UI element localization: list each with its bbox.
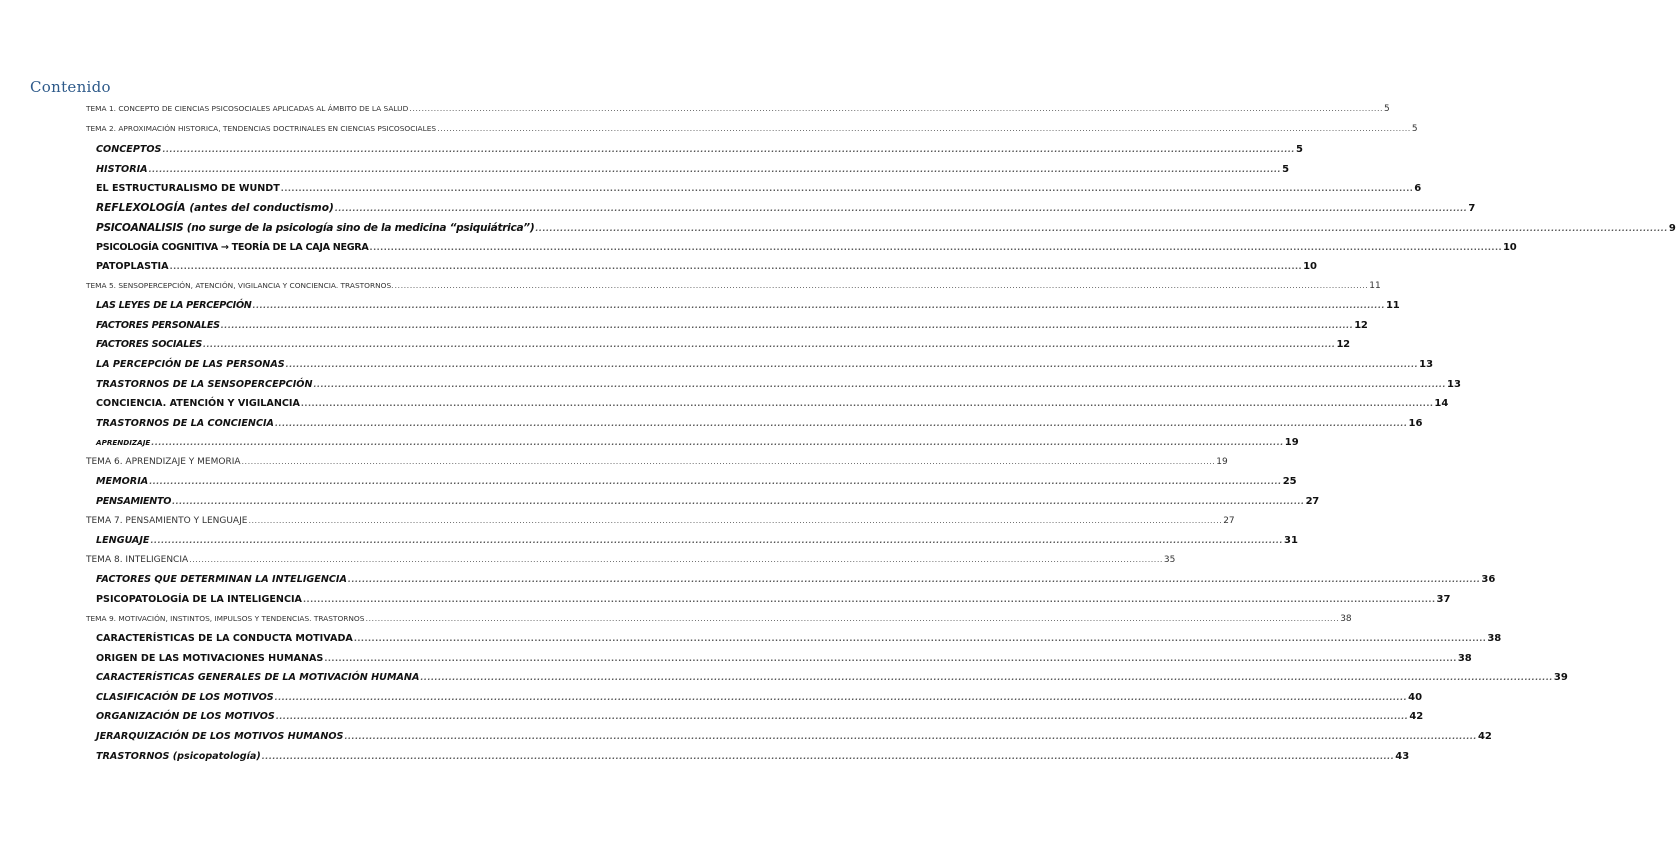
toc-leader-dots xyxy=(221,321,1354,330)
toc-leader-dots xyxy=(151,438,1284,447)
toc-entry-origen-motivaciones[interactable] xyxy=(96,653,1472,669)
toc-entry-conducta-motivada[interactable] xyxy=(96,633,1502,649)
toc-entry-title: TEMA 7. PENSAMIENTO Y LENGUAJE xyxy=(86,516,248,526)
toc-page-number: 12 xyxy=(1336,339,1350,350)
toc-entry-tema-9[interactable] xyxy=(86,614,1352,630)
toc-entry-organizacion-motivos[interactable] xyxy=(96,711,1424,727)
toc-leader-dots xyxy=(262,752,1395,761)
toc-leader-dots xyxy=(170,262,1303,271)
toc-leader-dots xyxy=(286,360,1419,369)
toc-entry-title: TEMA 6. APRENDIZAJE Y MEMORIA xyxy=(86,457,241,467)
toc-page-number: 38 xyxy=(1340,614,1352,624)
toc-entry-percepcion-personas[interactable] xyxy=(96,359,1434,375)
toc-entry-title: CARACTERÍSTICAS DE LA CONDUCTA MOTIVADA xyxy=(96,633,353,644)
toc-page-number: 12 xyxy=(1354,320,1368,331)
toc-leader-dots xyxy=(149,165,1282,174)
toc-entry-tema-2[interactable] xyxy=(86,124,1418,140)
toc-page-number: 5 xyxy=(1282,164,1290,175)
toc-entry-title: JERARQUIZACIÓN DE LOS MOTIVOS HUMANOS xyxy=(96,731,344,742)
toc-entry-title: TRASTORNOS DE LA CONCIENCIA xyxy=(96,418,274,429)
toc-page-number: 6 xyxy=(1414,183,1422,194)
toc-entry-title: HISTORIA xyxy=(96,164,148,175)
toc-entry-title: LENGUAJE xyxy=(96,535,150,546)
toc-page-number: 25 xyxy=(1282,476,1297,487)
toc-leader-dots xyxy=(324,654,1457,663)
toc-entry-tema-7[interactable] xyxy=(86,516,1235,532)
toc-leader-dots xyxy=(535,224,1668,233)
toc-leader-dots xyxy=(303,595,1436,604)
toc-leader-dots xyxy=(275,419,1408,428)
toc-page-number: 9 xyxy=(1668,223,1676,234)
toc-entry-title: CLASIFICACIÓN DE LOS MOTIVOS xyxy=(96,692,274,703)
toc-entry-tema-5[interactable] xyxy=(86,281,1381,297)
toc-entry-title: ORIGEN DE LAS MOTIVACIONES HUMANAS xyxy=(96,653,324,664)
toc-entry-title: TRASTORNOS (psicopatología) xyxy=(96,751,261,762)
toc-entry-estructuralismo[interactable] xyxy=(96,183,1422,199)
toc-leader-dots xyxy=(437,124,1411,133)
toc-entry-title: CONCIENCIA. ATENCIÓN Y VIGILANCIA xyxy=(96,398,300,409)
toc-leader-dots xyxy=(203,340,1336,349)
toc-entry-title: ORGANIZACIÓN DE LOS MOTIVOS xyxy=(96,711,275,722)
toc-entry-pensamiento[interactable] xyxy=(96,496,1319,512)
toc-entry-memoria[interactable] xyxy=(96,476,1297,492)
toc-entry-trastornos-psicopatologia[interactable] xyxy=(96,751,1410,767)
toc-leader-dots xyxy=(275,693,1408,702)
toc-entry-factores-inteligencia[interactable] xyxy=(96,574,1496,590)
toc-page-number: 42 xyxy=(1477,731,1492,742)
toc-leader-dots xyxy=(150,536,1283,545)
toc-entry-title: FACTORES PERSONALES xyxy=(96,320,220,331)
toc-entry-tema-8[interactable] xyxy=(86,555,1176,571)
toc-entry-title: CARACTERÍSTICAS GENERALES DE LA MOTIVACIÓN HUMANA xyxy=(96,672,420,683)
toc-page-number: 35 xyxy=(1163,555,1176,565)
toc-entry-psicologia-cognitiva[interactable] xyxy=(96,242,1517,258)
toc-page-number: 5 xyxy=(1411,124,1418,134)
toc-entry-title: LAS LEYES DE LA PERCEPCIÓN xyxy=(96,300,252,311)
toc-entry-title: TEMA 8. INTELIGENCIA xyxy=(86,555,189,565)
toc-entry-title: TEMA 5. SENSOPERCEPCIÓN, ATENCIÓN, VIGILANCIA Y CONCIENCIA. TRASTORNOS. xyxy=(86,281,394,290)
toc-page-number: 39 xyxy=(1553,672,1568,683)
toc-entry-psicoanalisis[interactable] xyxy=(96,222,1676,238)
toc-entry-conceptos[interactable] xyxy=(96,144,1303,160)
toc-page-number: 14 xyxy=(1434,398,1449,409)
toc-page-number: 5 xyxy=(1384,104,1390,114)
toc-entry-title: FACTORES QUE DETERMINAN LA INTELIGENCIA xyxy=(96,574,347,585)
toc-leader-dots xyxy=(365,614,1339,623)
toc-entry-aprendizaje[interactable] xyxy=(96,437,1299,453)
toc-entry-trastornos-conciencia[interactable] xyxy=(96,418,1423,434)
toc-entry-title: TEMA 9. MOTIVACIÓN, INSTINTOS, IMPULSOS Y TENDENCIAS. TRASTORNOS xyxy=(86,614,365,623)
toc-entry-title: FACTORES SOCIALES xyxy=(96,339,202,350)
toc-entry-title: PATOPLASTIA xyxy=(96,261,169,272)
toc-entry-lenguaje[interactable] xyxy=(96,535,1298,551)
toc-leader-dots xyxy=(348,575,1481,584)
toc-page-number: 10 xyxy=(1503,242,1517,253)
toc-entry-tema-6[interactable] xyxy=(86,457,1228,473)
toc-page-number: 11 xyxy=(1369,281,1381,291)
toc-leader-dots xyxy=(242,457,1216,466)
toc-leader-dots xyxy=(189,555,1163,564)
toc-leader-dots xyxy=(253,301,1386,310)
toc-page-number: 37 xyxy=(1436,594,1451,605)
toc-entry-factores-sociales[interactable] xyxy=(96,339,1350,355)
toc-leader-dots xyxy=(344,732,1477,741)
toc-entry-title: APRENDIZAJE xyxy=(96,438,151,447)
toc-leader-dots xyxy=(162,145,1295,154)
toc-entry-title: EL ESTRUCTURALISMO DE WUNDT xyxy=(96,183,280,194)
toc-entry-title: PENSAMIENTO xyxy=(96,496,172,507)
toc-leader-dots xyxy=(172,497,1305,506)
toc-page-number: 19 xyxy=(1216,457,1228,467)
toc-heading: Contenido xyxy=(30,78,111,96)
toc-entry-clasificacion-motivos[interactable] xyxy=(96,692,1423,708)
toc-leader-dots xyxy=(370,243,1503,252)
toc-page-number: 13 xyxy=(1419,359,1434,370)
toc-entry-conciencia-atencion[interactable] xyxy=(96,398,1449,414)
toc-leader-dots xyxy=(420,673,1553,682)
toc-page-number: 13 xyxy=(1446,379,1461,390)
toc-entry-motivacion-humana[interactable] xyxy=(96,672,1568,688)
toc-page-number: 43 xyxy=(1395,751,1410,762)
toc-leader-dots xyxy=(335,204,1468,213)
toc-entry-title: MEMORIA xyxy=(96,476,149,487)
toc-entry-title: PSICOLOGÍA COGNITIVA → TEORÍA DE LA CAJA NEGRA xyxy=(96,242,369,253)
toc-page-number: 16 xyxy=(1408,418,1423,429)
toc-entry-historia[interactable] xyxy=(96,164,1290,180)
toc-entry-factores-personales[interactable] xyxy=(96,320,1368,336)
toc-entry-trastornos-sensopercepcion[interactable] xyxy=(96,379,1461,395)
toc-entry-patoplastia[interactable] xyxy=(96,261,1317,277)
toc-entry-tema-1[interactable] xyxy=(86,104,1390,120)
toc-leader-dots xyxy=(149,477,1282,486)
toc-page-number: 11 xyxy=(1386,300,1400,311)
toc-entry-title: CONCEPTOS xyxy=(96,144,162,155)
toc-entry-title: REFLEXOLOGÍA (antes del conductismo) xyxy=(96,202,334,214)
toc-leader-dots xyxy=(409,104,1383,113)
toc-leader-dots xyxy=(395,281,1369,290)
toc-page-number: 31 xyxy=(1283,535,1298,546)
toc-page-number: 7 xyxy=(1468,203,1476,214)
toc-entry-reflexologia[interactable] xyxy=(96,202,1476,218)
toc-entry-title: LA PERCEPCIÓN DE LAS PERSONAS xyxy=(96,359,285,370)
toc-leader-dots xyxy=(313,380,1446,389)
toc-page-number: 40 xyxy=(1408,692,1423,703)
toc-page-number: 38 xyxy=(1487,633,1502,644)
toc-entry-leyes-percepcion[interactable] xyxy=(96,300,1400,316)
toc-page-number: 36 xyxy=(1481,574,1496,585)
toc-leader-dots xyxy=(276,712,1409,721)
toc-page-number: 42 xyxy=(1409,711,1424,722)
toc-entry-psicopatologia-inteligencia[interactable] xyxy=(96,594,1451,610)
toc-leader-dots xyxy=(248,516,1222,525)
toc-leader-dots xyxy=(281,184,1414,193)
toc-entry-jerarquizacion-motivos[interactable] xyxy=(96,731,1492,747)
toc-entry-title: TEMA 2. APROXIMACIÓN HISTORICA, TENDENCIAS DOCTRINALES EN CIENCIAS PSICOSOCIALES xyxy=(86,124,437,133)
toc-entry-title: TRASTORNOS DE LA SENSOPERCEPCIÓN xyxy=(96,379,313,390)
toc-entry-title: PSICOANALISIS (no surge de la psicología sino de la medicina “psiquiátrica”) xyxy=(96,222,535,234)
toc-page-number: 27 xyxy=(1305,496,1319,507)
toc-page-number: 19 xyxy=(1284,437,1299,448)
toc-page-number: 10 xyxy=(1303,261,1317,272)
toc-page-number: 38 xyxy=(1457,653,1472,664)
toc-entry-title: PSICOPATOLOGÍA DE LA INTELIGENCIA xyxy=(96,594,302,605)
toc-entry-title: TEMA 1. CONCEPTO DE CIENCIAS PSICOSOCIALES APLICADAS AL ÁMBITO DE LA SALUD xyxy=(86,104,409,113)
toc-leader-dots xyxy=(301,399,1434,408)
toc-page-number: 27 xyxy=(1223,516,1235,526)
toc-page-number: 5 xyxy=(1295,144,1303,155)
toc-leader-dots xyxy=(354,634,1487,643)
